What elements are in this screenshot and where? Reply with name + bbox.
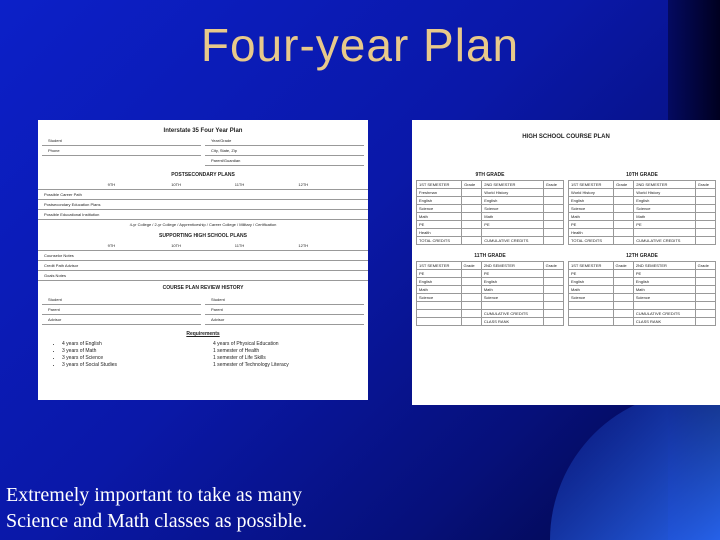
course-table: 1ST SEMESTER Grade 2ND SEMESTER Grade Freshman World History English English Science Science Math Math PE PE Health TOTAL CREDITS CUMULATIVE CREDITS [416,180,564,245]
slide-title: Four-year Plan [200,19,520,71]
slide-caption [6,482,386,534]
form-title: Interstate 35 Four Year Plan [163,128,243,134]
student-fields [38,134,368,168]
plan-row: Postsecondary Education Plans [38,200,368,210]
course-table: 1ST SEMESTER Grade 2ND SEMESTER Grade World History World History English English Science Science Math Math PE PE Health TOTAL CREDITS CUMULATIVE CREDITS [568,180,716,245]
plan-options: 4-yr College / 2-yr College / Apprenticeship / Career College / Military / Certification [129,222,277,227]
section-heading: 11TH GRADE [474,253,506,259]
requirement: 1 semester of Technology Literacy [213,362,289,368]
support-row: Counselor Notes [38,251,368,261]
course-table: 1ST SEMESTER Grade 2ND SEMESTER Grade PE PE English English Math Math Science Science CUMULATIVE CREDITS CLASS RANK [568,261,716,326]
plan-row: Possible Career Path [38,190,368,200]
section-heading: 10TH GRADE [626,172,658,178]
postsecondary-heading: POSTSECONDARY PLANS [171,172,235,178]
course-grid-top [412,166,720,247]
review-row: Advisor [42,315,201,325]
course-table: 1ST SEMESTER Grade 2ND SEMESTER Grade PE PE English English Math Math Science Science CUMULATIVE CREDITS CLASS RANK [416,261,564,326]
support-row: Credit Path Advisor [38,261,368,271]
requirements-list [38,339,368,371]
section-heading: 9TH GRADE [475,172,505,178]
review-row: Advisor [205,315,364,325]
requirement: • 3 years of Social Studies [62,362,203,369]
course-plan-form [412,120,720,405]
four-year-plan-form [38,120,368,400]
review-row: Parent [42,305,201,315]
grade-header-row: 9TH 10TH 11TH 12TH [38,180,368,190]
course-grid-bottom [412,247,720,328]
field: Phone [42,146,201,156]
support-row: Goals Notes [38,271,368,281]
field: Student [42,136,201,146]
course-plan-title: HIGH SCHOOL COURSE PLAN [522,134,610,140]
review-grid [38,293,368,327]
review-row: Parent [205,305,364,315]
plan-row: Possible Educational Institution [38,210,368,220]
requirement: 4 years of Physical Education [213,341,279,347]
requirement: 1 semester of Life Skills [213,355,266,361]
review-heading: COURSE PLAN REVIEW HISTORY [162,285,244,291]
review-row: Student [42,295,201,305]
field: Parent/Guardian [205,156,364,166]
section-heading: 12TH GRADE [626,253,658,259]
grade-header-row: 9TH 10TH 11TH 12TH [38,241,368,251]
supporting-heading: SUPPORTING HIGH SCHOOL PLANS [159,233,247,239]
requirements-heading: Requirements [186,331,220,337]
review-row: Student [205,295,364,305]
caption-line: Science and Math classes as possible. [6,510,308,532]
requirement: • 3 years of Science [62,355,203,362]
field: City, State, Zip [205,146,364,156]
field: Year/Grade [205,136,364,146]
requirement: 1 semester of Health [213,348,260,354]
decor-bottom-arc [550,390,720,540]
caption-line: Extremely important to take as many [6,484,303,506]
requirement: • 3 years of Math [62,348,203,355]
requirement: • 4 years of English [62,341,203,348]
